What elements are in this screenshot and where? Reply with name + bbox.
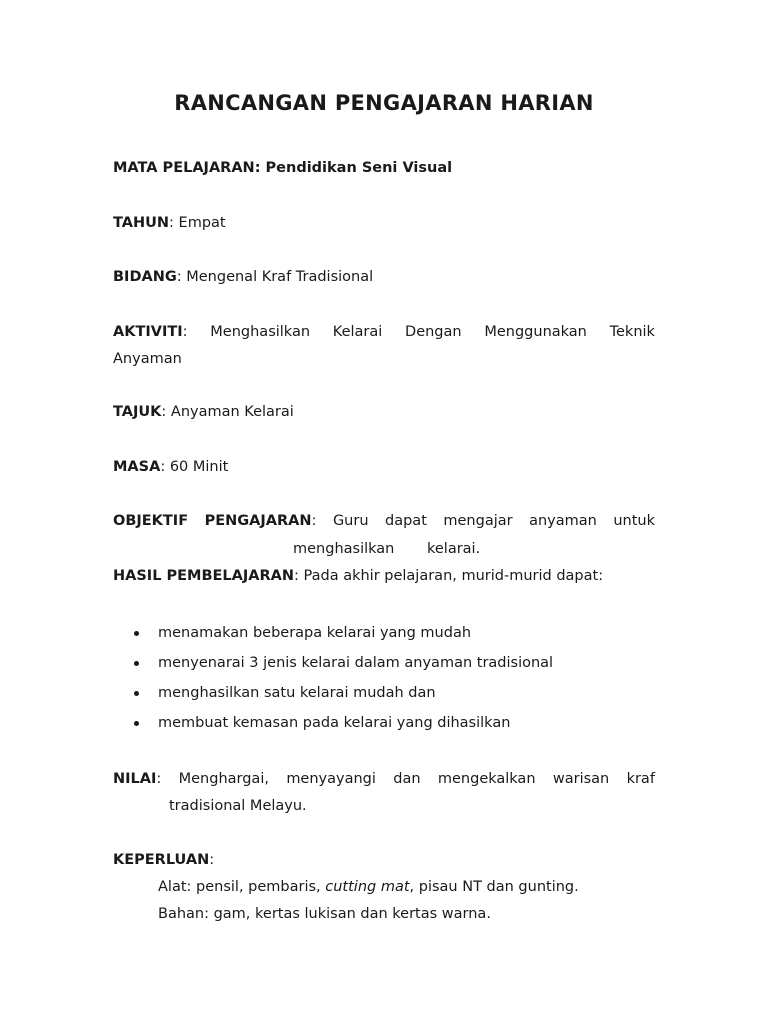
aktiviti-word: Dengan (405, 324, 462, 340)
bahan-line: Bahan: gam, kertas lukisan dan kertas warna. (158, 906, 491, 922)
tajuk-colon: : (161, 404, 167, 420)
tahun-label: TAHUN (113, 215, 170, 231)
objektif-continuation-1: menghasilkan (293, 541, 395, 557)
objektif-label2-group (205, 513, 317, 529)
masa-line (113, 459, 228, 475)
aktiviti-word: Menghasilkan (210, 324, 311, 340)
objektif-label: OBJEKTIF (113, 513, 189, 529)
alat-line (158, 879, 579, 895)
hasil-value: Pada akhir pelajaran, murid-murid dapat: (298, 568, 604, 584)
masa-label: MASA (113, 459, 161, 475)
tajuk-label: TAJUK (113, 404, 162, 420)
aktiviti-word: Teknik (609, 324, 655, 340)
objektif-word: dapat (385, 513, 427, 529)
list-item (134, 708, 553, 738)
list-item-text: membuat kemasan pada kelarai yang dihasilkan (158, 715, 511, 731)
mata-pelajaran-label: MATA PELAJARAN: (113, 160, 261, 176)
nilai-word: dan (393, 771, 421, 787)
list-item (134, 648, 553, 678)
aktiviti-word: Kelarai (332, 324, 383, 340)
masa-value: 60 Minit (165, 459, 229, 475)
nilai-label-group (113, 771, 161, 787)
aktiviti-label: AKTIVITI (113, 324, 183, 340)
objektif-line (113, 513, 655, 529)
bullet-icon (134, 631, 139, 636)
bidang-label: BIDANG (113, 269, 177, 285)
tajuk-line (113, 404, 294, 420)
mata-pelajaran-line (113, 160, 452, 176)
alat-suffix: , pisau NT dan gunting. (409, 879, 579, 895)
nilai-colon: : (156, 771, 162, 787)
hasil-label: HASIL PEMBELAJARAN (113, 568, 295, 584)
keperluan-line (113, 852, 214, 868)
tahun-value: Empat (173, 215, 226, 231)
list-item (134, 678, 553, 708)
bullet-icon (134, 721, 139, 726)
list-item-text: menghasilkan satu kelarai mudah dan (158, 685, 436, 701)
bullet-icon (134, 661, 139, 666)
hasil-colon: : (294, 568, 299, 584)
outcome-bullet-list (134, 618, 553, 738)
bidang-colon: : (176, 269, 182, 285)
bullet-icon (134, 691, 139, 696)
nilai-label: NILAI (113, 771, 157, 787)
page-title: RANCANGAN PENGAJARAN HARIAN (174, 91, 594, 115)
hasil-line (113, 568, 603, 584)
aktiviti-label-group (113, 324, 188, 340)
keperluan-label: KEPERLUAN (113, 852, 210, 868)
objektif-colon: : (311, 513, 317, 529)
mata-pelajaran-value: Pendidikan Seni Visual (260, 160, 453, 176)
list-item (134, 618, 553, 648)
list-item-text: menyenarai 3 jenis kelarai dalam anyaman tradisional (158, 655, 554, 671)
objektif-continuation-2: kelarai. (427, 541, 481, 557)
masa-colon: : (160, 459, 166, 475)
aktiviti-continuation: Anyaman (113, 351, 182, 367)
tahun-colon: : (169, 215, 174, 231)
aktiviti-colon: : (182, 324, 188, 340)
nilai-word: menyayangi (286, 771, 376, 787)
alat-prefix: Alat: pensil, pembaris, (158, 879, 326, 895)
bidang-value: Mengenal Kraf Tradisional (181, 269, 374, 285)
aktiviti-line (113, 324, 655, 340)
objektif-word: anyaman (529, 513, 597, 529)
nilai-word: Menghargai, (178, 771, 269, 787)
nilai-word: mengekalkan (437, 771, 536, 787)
nilai-word: kraf (626, 771, 655, 787)
list-item-text: menamakan beberapa kelarai yang mudah (158, 625, 472, 641)
tahun-line (113, 215, 226, 231)
tajuk-value: Anyaman Kelarai (166, 404, 294, 420)
nilai-line (113, 771, 655, 787)
keperluan-colon: : (209, 852, 215, 868)
nilai-continuation: tradisional Melayu. (169, 798, 307, 814)
nilai-word: warisan (552, 771, 610, 787)
alat-italic-term: cutting mat (325, 879, 410, 895)
objektif-label2: PENGAJARAN (204, 513, 312, 529)
bidang-line (113, 269, 373, 285)
objektif-word: Guru (332, 513, 369, 529)
objektif-word: untuk (613, 513, 655, 529)
aktiviti-word: Menggunakan (484, 324, 587, 340)
objektif-word: mengajar (443, 513, 513, 529)
